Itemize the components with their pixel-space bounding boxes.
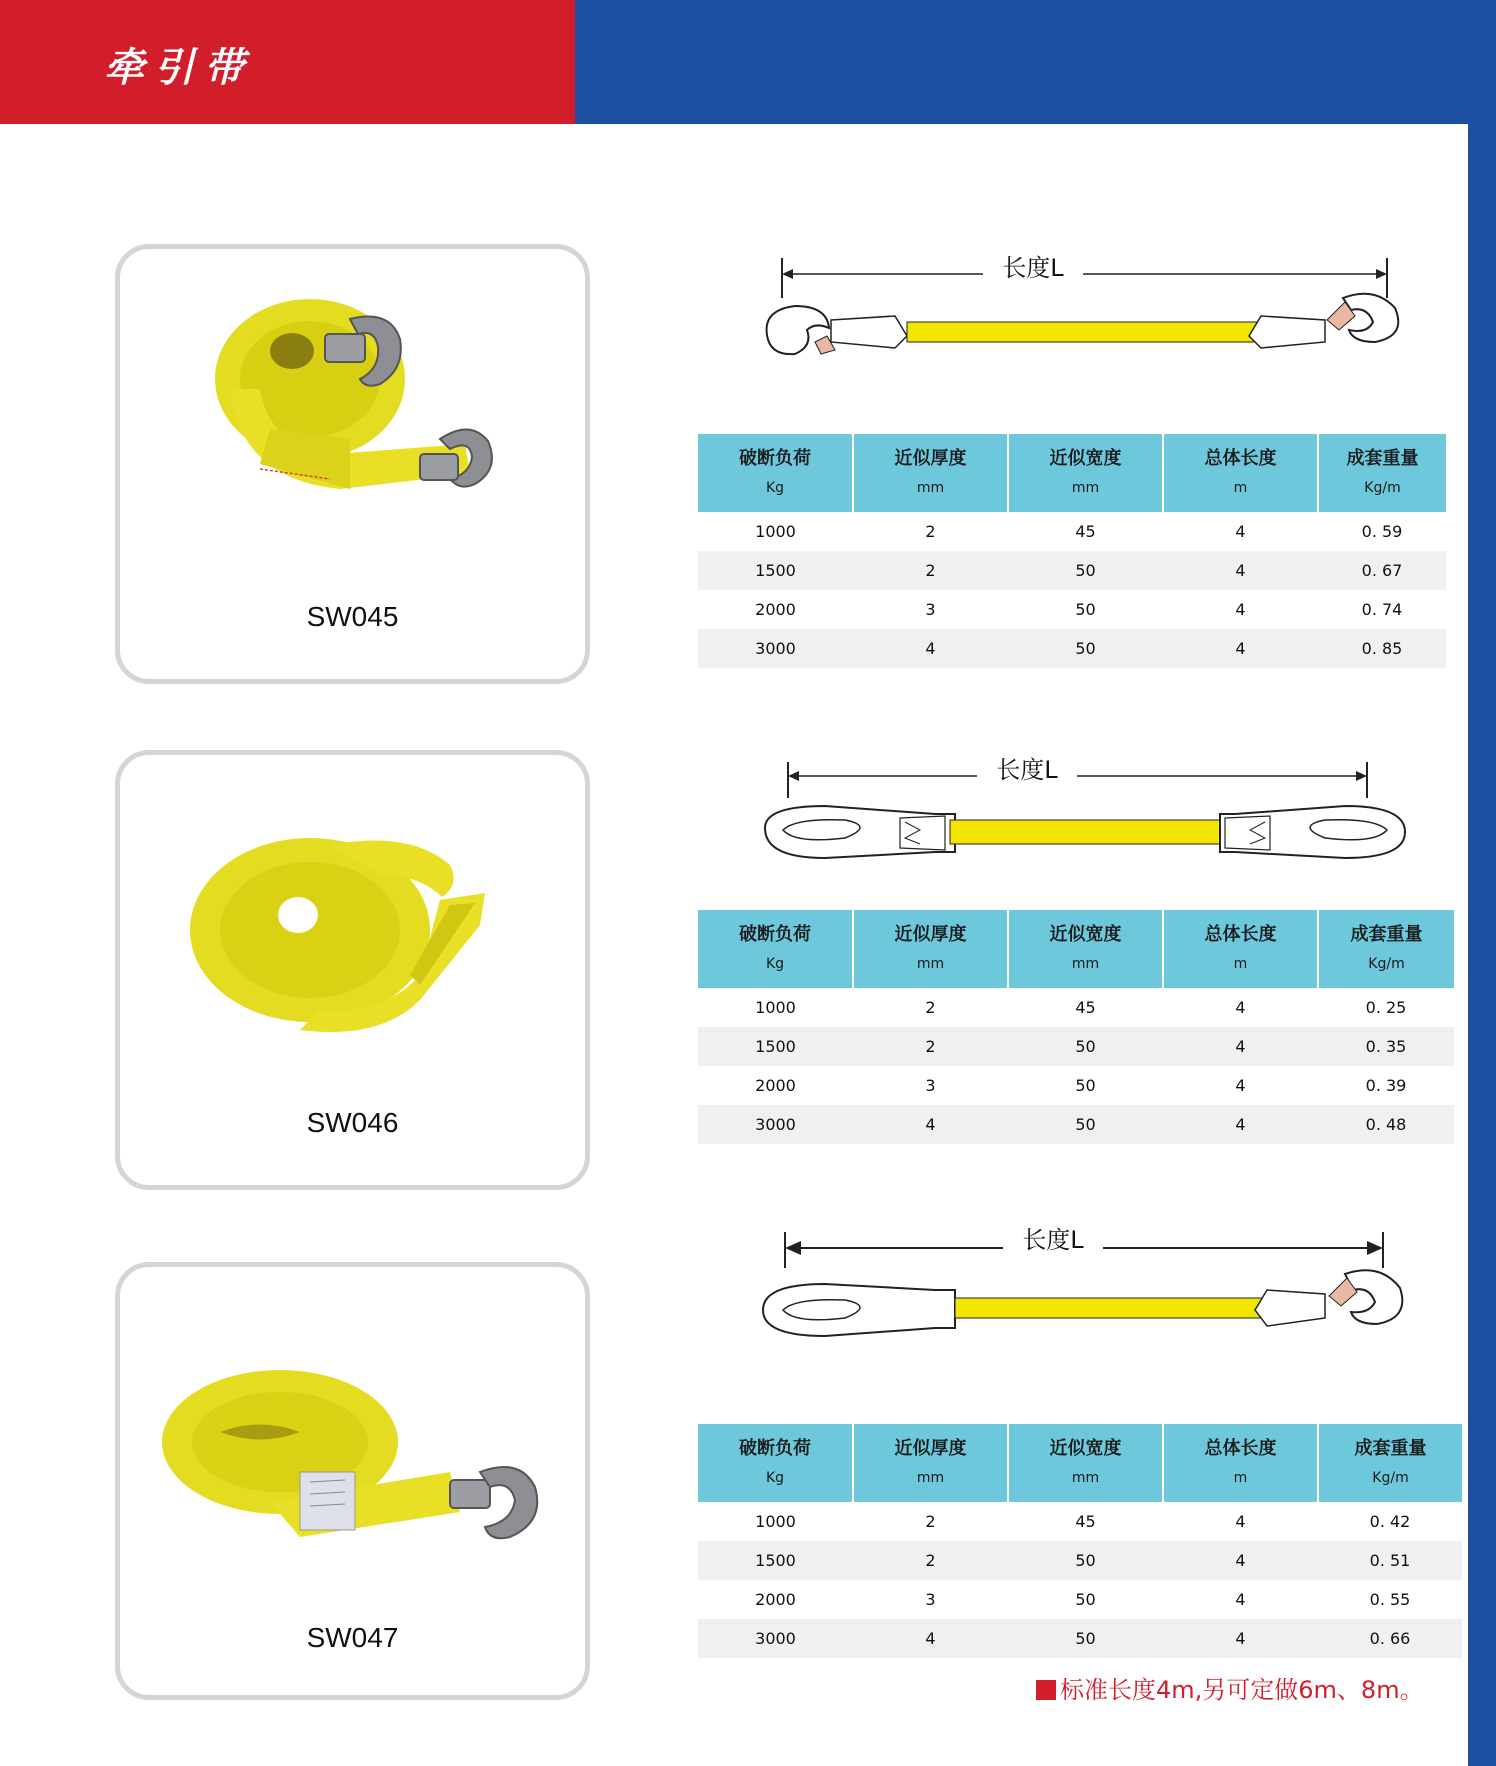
table-row: [698, 590, 1446, 629]
table-cell: 3000: [698, 1105, 853, 1144]
table-cell: 0. 85: [1318, 629, 1446, 668]
table-cell: 1500: [698, 1541, 853, 1580]
table-cell: 4: [1235, 998, 1246, 1017]
spec-table-sw045: [698, 434, 1446, 668]
table-cell: 0. 67: [1318, 551, 1446, 590]
column-header: 近似厚度 mm: [853, 910, 1008, 988]
table-cell: 50: [1008, 629, 1163, 668]
table-cell: 4: [853, 1619, 1008, 1658]
table-cell: 3: [925, 1590, 936, 1609]
right-blue-strip: [1468, 124, 1496, 1766]
table-cell: 0. 39: [1365, 1076, 1407, 1095]
table-cell: 0. 48: [1318, 1105, 1454, 1144]
table-cell: 4: [1163, 1619, 1318, 1658]
product-model-label: SW046: [306, 1107, 399, 1138]
table-row: [698, 1027, 1454, 1066]
column-header: 近似宽度 mm: [1008, 434, 1163, 512]
table-cell: 3000: [698, 629, 853, 668]
table-cell: 45: [1075, 998, 1096, 1017]
table-cell: 50: [1008, 551, 1163, 590]
table-cell: 1000: [755, 522, 796, 541]
column-header: 成套重量 Kg/m: [1318, 1424, 1462, 1502]
column-header: 破断负荷 Kg: [698, 910, 853, 988]
table-cell: 2: [853, 1541, 1008, 1580]
table-cell: 0. 66: [1318, 1619, 1462, 1658]
table-cell: 2: [853, 551, 1008, 590]
column-header: 近似宽度 mm: [1008, 1424, 1163, 1502]
table-cell: 2: [925, 1512, 936, 1531]
table-row: [698, 1066, 1454, 1105]
table-row: [698, 1619, 1462, 1658]
table-cell: 4: [1163, 1105, 1318, 1144]
product-model-label: SW047: [306, 1622, 399, 1653]
tow-strap-loop-hook-photo: [150, 1362, 550, 1562]
table-cell: 4: [1235, 1076, 1246, 1095]
table-cell: 0. 59: [1361, 522, 1403, 541]
table-cell: 45: [1075, 1512, 1096, 1531]
table-cell: 50: [1008, 1027, 1163, 1066]
tow-strap-loops-photo: [180, 825, 520, 1045]
table-cell: 2: [853, 1027, 1008, 1066]
table-cell: 4: [1163, 1541, 1318, 1580]
table-cell: 4: [1235, 600, 1246, 619]
column-header: 成套重量 Kg/m: [1318, 434, 1446, 512]
table-row: [698, 629, 1446, 668]
column-header: 总体长度 m: [1163, 434, 1318, 512]
table-cell: 50: [1008, 1619, 1163, 1658]
table-cell: 3000: [698, 1619, 853, 1658]
table-cell: 0. 51: [1318, 1541, 1462, 1580]
product-model-label: SW045: [306, 601, 399, 632]
table-cell: 50: [1075, 1590, 1096, 1609]
table-row: [698, 1580, 1462, 1619]
table-cell: 4: [853, 1105, 1008, 1144]
table-cell: 4: [1235, 1512, 1246, 1531]
product-card-sw046: [115, 750, 590, 1190]
length-dimension-label: 长度L: [996, 756, 1058, 784]
column-header: 成套重量 Kg/m: [1318, 910, 1454, 988]
table-cell: 0. 42: [1369, 1512, 1411, 1531]
column-header: 近似厚度 mm: [853, 1424, 1008, 1502]
column-header: 总体长度 m: [1163, 910, 1318, 988]
spec-table-sw046: [698, 910, 1454, 1144]
table-cell: 1000: [755, 1512, 796, 1531]
page-title: 牵引带: [104, 44, 254, 91]
table-cell: 45: [1075, 522, 1096, 541]
table-cell: 1500: [698, 1027, 853, 1066]
strap-diagram-hook-hook: [755, 250, 1415, 380]
table-header-row: [698, 910, 1454, 988]
table-row: [698, 1502, 1462, 1541]
table-row: [698, 512, 1446, 551]
table-cell: 0. 25: [1365, 998, 1407, 1017]
length-dimension-label: 长度L: [1022, 1226, 1084, 1254]
column-header: 破断负荷 Kg: [698, 1424, 853, 1502]
product-card-sw045: [115, 244, 590, 684]
table-cell: 4: [1235, 522, 1246, 541]
table-cell: 2: [925, 522, 936, 541]
table-cell: 0. 35: [1318, 1027, 1454, 1066]
table-cell: 50: [1008, 1105, 1163, 1144]
table-cell: 3: [925, 1076, 936, 1095]
header-red-band: [0, 0, 575, 124]
strap-diagram-loop-hook: [755, 1218, 1415, 1348]
table-cell: 0. 74: [1361, 600, 1403, 619]
spec-table-sw047: [698, 1424, 1462, 1658]
table-cell: 50: [1075, 600, 1096, 619]
table-cell: 2000: [755, 1590, 796, 1609]
table-row: [698, 1105, 1454, 1144]
table-row: [698, 1541, 1462, 1580]
tow-strap-hooks-photo: [200, 279, 510, 519]
table-cell: 1500: [698, 551, 853, 590]
length-dimension-label: 长度L: [1002, 254, 1064, 282]
footnote-text: 标准长度4m,另可定做6m、8m。: [1060, 1676, 1424, 1704]
table-row: [698, 551, 1446, 590]
table-cell: 50: [1075, 1076, 1096, 1095]
column-header: 破断负荷 Kg: [698, 434, 853, 512]
table-cell: 2: [925, 998, 936, 1017]
footnote: [1036, 1670, 1424, 1705]
column-header: 近似厚度 mm: [853, 434, 1008, 512]
product-card-sw047: [115, 1262, 590, 1700]
column-header: 总体长度 m: [1163, 1424, 1318, 1502]
table-cell: 2000: [755, 1076, 796, 1095]
table-header-row: [698, 434, 1446, 512]
table-cell: 50: [1008, 1541, 1163, 1580]
table-cell: 4: [853, 629, 1008, 668]
table-cell: 3: [925, 600, 936, 619]
table-cell: 4: [1163, 629, 1318, 668]
strap-diagram-loop-loop: [755, 752, 1415, 882]
table-row: [698, 988, 1454, 1027]
table-cell: 2000: [755, 600, 796, 619]
table-cell: 0. 55: [1369, 1590, 1411, 1609]
header-blue-band: [575, 0, 1496, 124]
table-cell: 4: [1163, 551, 1318, 590]
red-square-bullet-icon: [1036, 1680, 1056, 1700]
table-cell: 4: [1163, 1027, 1318, 1066]
table-cell: 1000: [755, 998, 796, 1017]
table-header-row: [698, 1424, 1462, 1502]
column-header: 近似宽度 mm: [1008, 910, 1163, 988]
table-cell: 4: [1235, 1590, 1246, 1609]
